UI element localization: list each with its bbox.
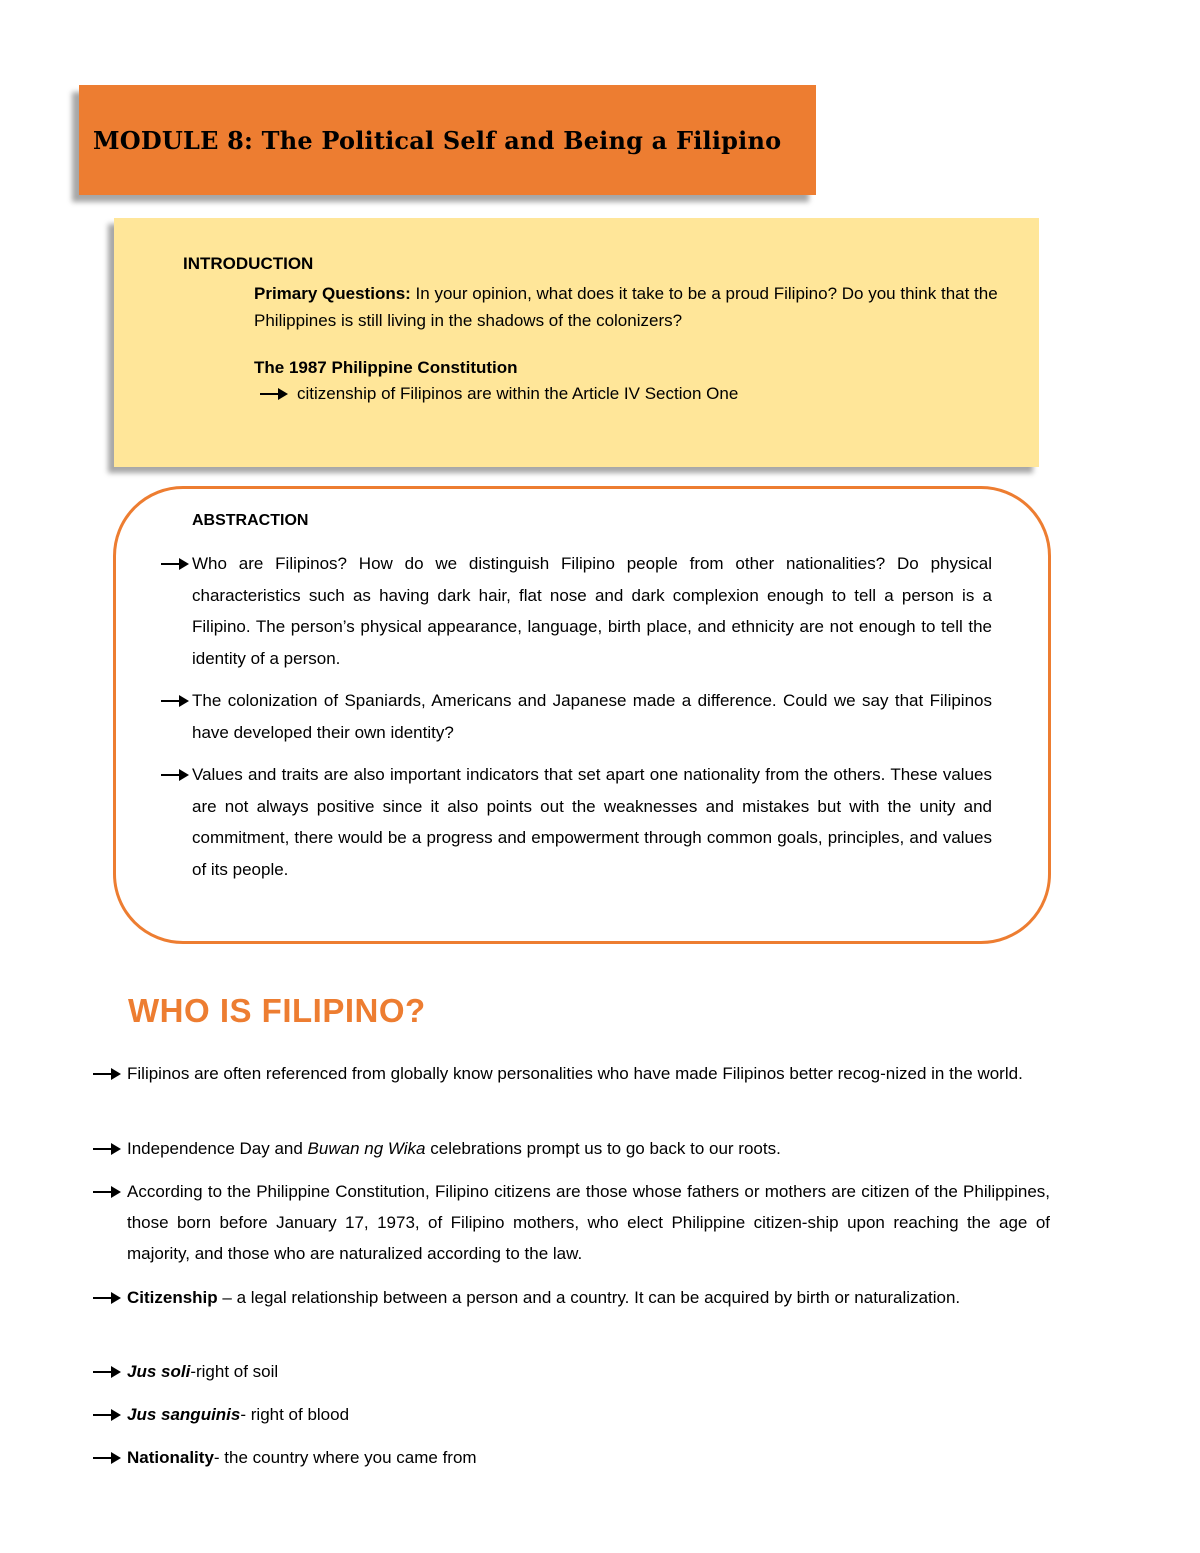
primary-questions-label: Primary Questions: <box>254 284 411 303</box>
arrow-right-icon <box>160 557 190 571</box>
constitution-point-text: citizenship of Filipinos are within the Article IV Section One <box>297 384 739 403</box>
abstraction-item-text: Values and traits are also important indicators that set apart one nationality from the others. These values are not always positive since it also points out the weaknesses and mistakes but with the unity and commitment, there would be a progress and empowerment through common goals, principles, and values of its people. <box>192 765 992 879</box>
list-item <box>92 1399 1050 1430</box>
constitution-point <box>259 384 738 404</box>
list-item-text: According to the Philippine Constitution, Filipino citizens are those whose fathers or mothers are citizen of the Philippines, those born before January 17, 1973, of Filipino mothers, who elect Philippine citizen-ship upon reaching the age of majority, and those who are naturalized according to the law. <box>127 1182 1050 1263</box>
term-citizenship: Citizenship <box>127 1288 218 1307</box>
list-item-text: Filipinos are often referenced from globally know personalities who have made Filipinos better recog-nized in the world. <box>127 1064 1023 1083</box>
arrow-right-icon <box>160 694 190 708</box>
arrow-right-icon <box>92 1142 122 1156</box>
arrow-right-icon <box>92 1291 122 1305</box>
arrow-right-icon <box>92 1408 122 1422</box>
arrow-right-icon <box>92 1365 122 1379</box>
abstraction-item <box>160 685 992 748</box>
arrow-right-icon <box>160 768 190 782</box>
module-title-box <box>79 85 816 195</box>
abstraction-item <box>160 759 992 885</box>
introduction-box <box>114 218 1039 467</box>
abstraction-heading: ABSTRACTION <box>192 512 309 529</box>
arrow-right-icon <box>92 1451 122 1465</box>
term-jus-sanguinis: Jus sanguinis <box>127 1405 241 1424</box>
list-item <box>92 1133 1050 1164</box>
list-item-text: Jus soli-right of soil <box>127 1362 279 1381</box>
list-item-text: Citizenship – a legal relationship between a person and a country. It can be acquired by birth or naturalization. <box>127 1288 961 1307</box>
abstraction-item-text: Who are Filipinos? How do we distinguish Filipino people from other nationalities? Do physical characteristics such as having dark hair, flat nose and dark complexion enough to tell a person is a Filipino. The person’s physical appearance, language, birth place, and ethnicity are not enough to tell the identity of a person. <box>192 554 992 668</box>
primary-questions-text: In your opinion, what does it take to be a proud Filipino? Do you think that the Philippines is still living in the shadows of the colonizers? <box>254 284 998 330</box>
term-jus-soli: Jus soli <box>127 1362 191 1381</box>
buwan-ng-wika: Buwan ng Wika <box>307 1139 426 1158</box>
abstraction-item <box>160 548 992 674</box>
list-item <box>92 1058 1050 1089</box>
list-item <box>92 1176 1050 1269</box>
section-title: WHO IS FILIPINO? <box>128 992 426 1029</box>
primary-questions <box>254 280 1004 334</box>
term-nationality: Nationality <box>127 1448 214 1467</box>
arrow-right-icon <box>92 1185 122 1199</box>
module-title: MODULE 8: The Political Self and Being a Filipino <box>93 125 782 155</box>
list-item <box>92 1282 1050 1313</box>
constitution-title: The 1987 Philippine Constitution <box>254 358 518 377</box>
list-item <box>92 1442 1050 1473</box>
arrow-right-icon <box>259 387 289 401</box>
list-item-text: Jus sanguinis- right of blood <box>127 1405 350 1424</box>
arrow-right-icon <box>92 1067 122 1081</box>
list-item <box>92 1356 1050 1387</box>
abstraction-item-text: The colonization of Spaniards, Americans and Japanese made a difference. Could we say that Filipinos have developed their own identity? <box>192 691 992 742</box>
list-item-text: Independence Day and Buwan ng Wika celebrations prompt us to go back to our roots. <box>127 1139 781 1158</box>
list-item-text: Nationality- the country where you came from <box>127 1448 477 1467</box>
introduction-heading: INTRODUCTION <box>183 254 314 273</box>
